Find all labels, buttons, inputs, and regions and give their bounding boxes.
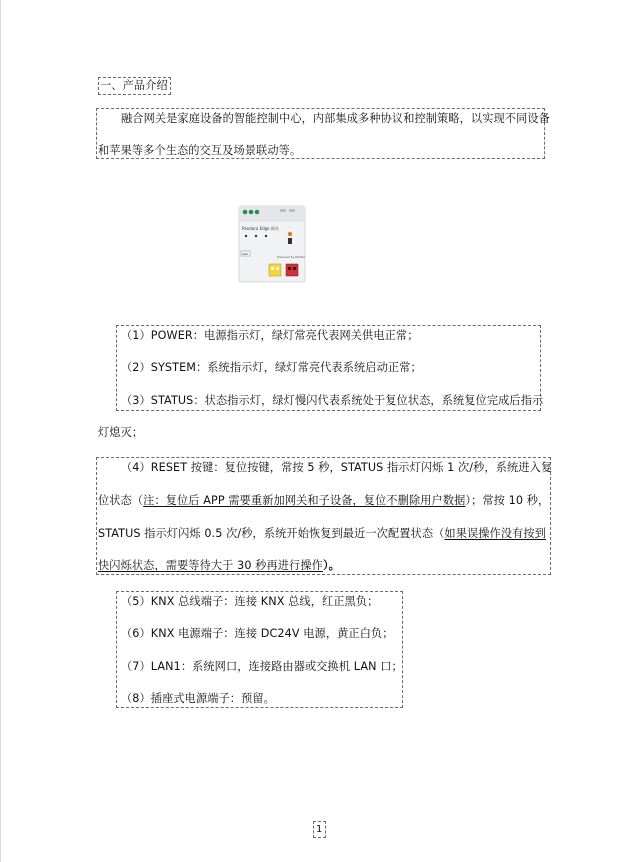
section-heading: 一、产品介绍 (100, 79, 168, 92)
reset-line-3-note: 如果误操作没有按到 (444, 527, 546, 540)
item-reset-line-4 (98, 559, 340, 573)
intro-line-2: 和苹果等多个生态的交互及场景联动等。 (98, 144, 302, 157)
item-system: （2）SYSTEM：系统指示灯，绿灯常亮代表系统启动正常； (121, 361, 422, 374)
item-reset-line-2 (98, 494, 549, 508)
item-reset-line-3 (98, 527, 546, 541)
intro-line-1: 融合网关是家庭设备的智能控制中心，内部集成多种协议和控制策略，以实现不同设备 (121, 112, 550, 125)
item-knx-bus: （5）KNX 总线端子：连接 KNX 总线，红正黑负； (121, 595, 379, 608)
reset-note-underlined: 注：复位后 APP 需要重新加网关和子设备，复位不删除用户数据 (143, 494, 466, 507)
device-brand-label: Pandora Edge 网关 (242, 226, 279, 231)
item-knx-power: （6）KNX 电源端子：连接 DC24V 电源，黄正白负； (121, 627, 394, 640)
reset-line-3-prefix: STATUS 指示灯闪烁 0.5 次/秒，系统开始恢复到最近一次配置状态（ (98, 527, 445, 540)
item-power: （1）POWER：电源指示灯，绿灯常亮代表网关供电正常； (121, 329, 419, 342)
reset-line-4-note: 快闪烁状态，需要等待大于 30 秒再进行操作 (98, 559, 323, 572)
reset-line-4-suffix: ）。 (322, 559, 340, 572)
gateway-device-image (236, 204, 308, 286)
item-reset-line-1: （4）RESET 按键：复位按键，常按 5 秒，STATUS 指示灯闪烁 1 次/秒，系统进入复 (121, 461, 553, 474)
reset-line-2-suffix: ）；常按 10 秒， (465, 494, 550, 507)
item-status-line-1: （3）STATUS：状态指示灯，绿灯慢闪代表系统处于复位状态，系统复位完成后指示 (121, 394, 544, 407)
reset-line-2-prefix: 位状态（ (98, 494, 144, 507)
page-edge (0, 0, 1, 862)
page-number: 1 (316, 824, 323, 835)
item-status-line-2: 灯熄灭； (98, 426, 144, 439)
item-plug-power: （8）插座式电源端子：预留。 (121, 692, 275, 705)
device-powered-label: Powered by Matter (277, 255, 306, 259)
item-lan1: （7）LAN1：系统网口，连接路由器或交换机 LAN 口； (121, 660, 403, 673)
device-knx-label: KNX (242, 252, 249, 256)
